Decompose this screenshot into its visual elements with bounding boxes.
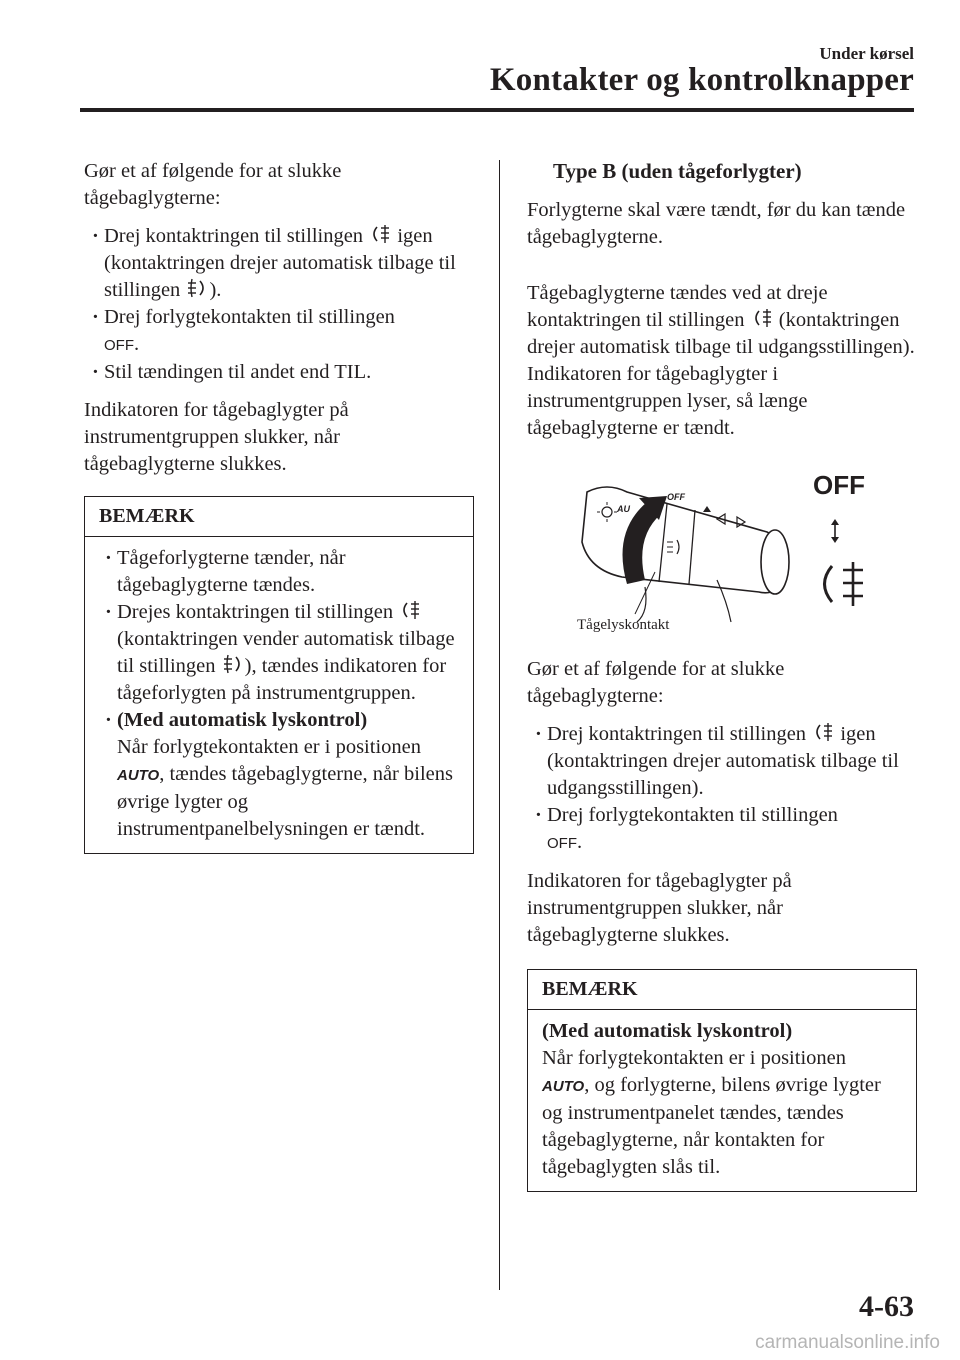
right-column xyxy=(527,158,917,1192)
front-fog-icon xyxy=(223,654,243,674)
rear-fog-icon xyxy=(370,224,390,244)
rear-fog-icon xyxy=(813,722,833,742)
note-box-right xyxy=(527,969,917,1192)
header-rule xyxy=(80,108,914,112)
left-column xyxy=(84,158,474,854)
right-p2: Tågebaglygterne tændes ved at dreje kontaktringen til stillingen (kontaktringen drejer automatisk tilbage til udgangsstillingen). xyxy=(527,282,915,358)
note-heading: BEMÆRK xyxy=(528,970,916,1010)
section-label: Under kørsel xyxy=(819,44,914,63)
note-right-text: (Med automatisk lyskontrol) Når forlygtekontakten er i positionen AUTO, og forlygterne, bilens øvrige lygter og instrumentpanelet tændes, tændes tågebaglygterne, når kontakten for tågebaglygten slås til. xyxy=(542,1020,881,1178)
right-bullet-1: · Drej kontaktringen til stillingen igen (kontaktringen drejer automatisk tilbage til udgangsstillingen). xyxy=(529,721,917,802)
rear-fog-icon-large xyxy=(825,562,864,606)
stalk-off-label: OFF xyxy=(667,492,685,502)
rear-fog-icon xyxy=(400,600,420,620)
right-bullet-2: · Drej forlygtekontakten til stillingen OFF. xyxy=(529,802,917,857)
column-divider xyxy=(499,160,500,1290)
note-box-left xyxy=(84,496,474,854)
right-p1: Forlygterne skal være tændt, før du kan tænde tågebaglygterne. xyxy=(527,199,906,248)
left-bullet-2: · Drej forlygtekontakten til stillingen OFF. xyxy=(86,304,474,359)
note-body xyxy=(528,1010,916,1191)
front-fog-icon xyxy=(187,278,207,298)
note-heading: BEMÆRK xyxy=(85,497,473,537)
watermark: carmanualsonline.info xyxy=(755,1332,940,1353)
off-label: OFF xyxy=(813,470,865,500)
left-indicator-text: Indikatoren for tågebaglygter på instrumentgruppen slukker, når tågebaglygterne slukkes. xyxy=(84,399,349,475)
right-indicator-text: Indikatoren for tågebaglygter på instrumentgruppen slukker, når tågebaglygterne slukkes. xyxy=(527,870,792,946)
page-title: Kontakter og kontrolknapper xyxy=(489,62,914,98)
note-item-2: · Drejes kontaktringen til stillingen (kontaktringen vender automatisk tilbage til stillingen ), tændes indikatoren for tågeforlygten på instrumentgruppen. xyxy=(99,599,459,707)
page-number: 4-63 xyxy=(859,1290,914,1323)
rear-fog-icon xyxy=(752,308,772,328)
left-bullet-3: · Stil tændingen til andet end TIL. xyxy=(86,359,474,386)
note-body xyxy=(85,537,473,853)
right-intro2: Gør et af følgende for at slukke tågebaglygterne: xyxy=(527,658,785,707)
left-intro: Gør et af følgende for at slukke tågebaglygterne: xyxy=(84,160,342,209)
diagram-caption: Tågelyskontakt xyxy=(577,617,670,633)
stalk-auto-label: AU xyxy=(617,504,630,514)
type-b-heading: Type B (uden tågeforlygter) xyxy=(553,159,802,183)
right-p3: Indikatoren for tågebaglygter i instrumentgruppen lyser, så længe tågebaglygterne er tændt. xyxy=(527,363,808,439)
left-bullet-1: · Drej kontaktringen til stillingen igen (kontaktringen drejer automatisk tilbage til stillingen ). xyxy=(86,223,474,304)
note-item-1: · Tågeforlygterne tænder, når tågebaglygterne tændes. xyxy=(99,545,459,599)
note-item-3: · (Med automatisk lyskontrol) Når forlygtekontakten er i positionen AUTO, tændes tågebaglygterne, når bilens øvrige lygter og instrumentpanelbelysningen er tændt. xyxy=(99,707,459,843)
fog-switch-diagram xyxy=(527,462,917,642)
